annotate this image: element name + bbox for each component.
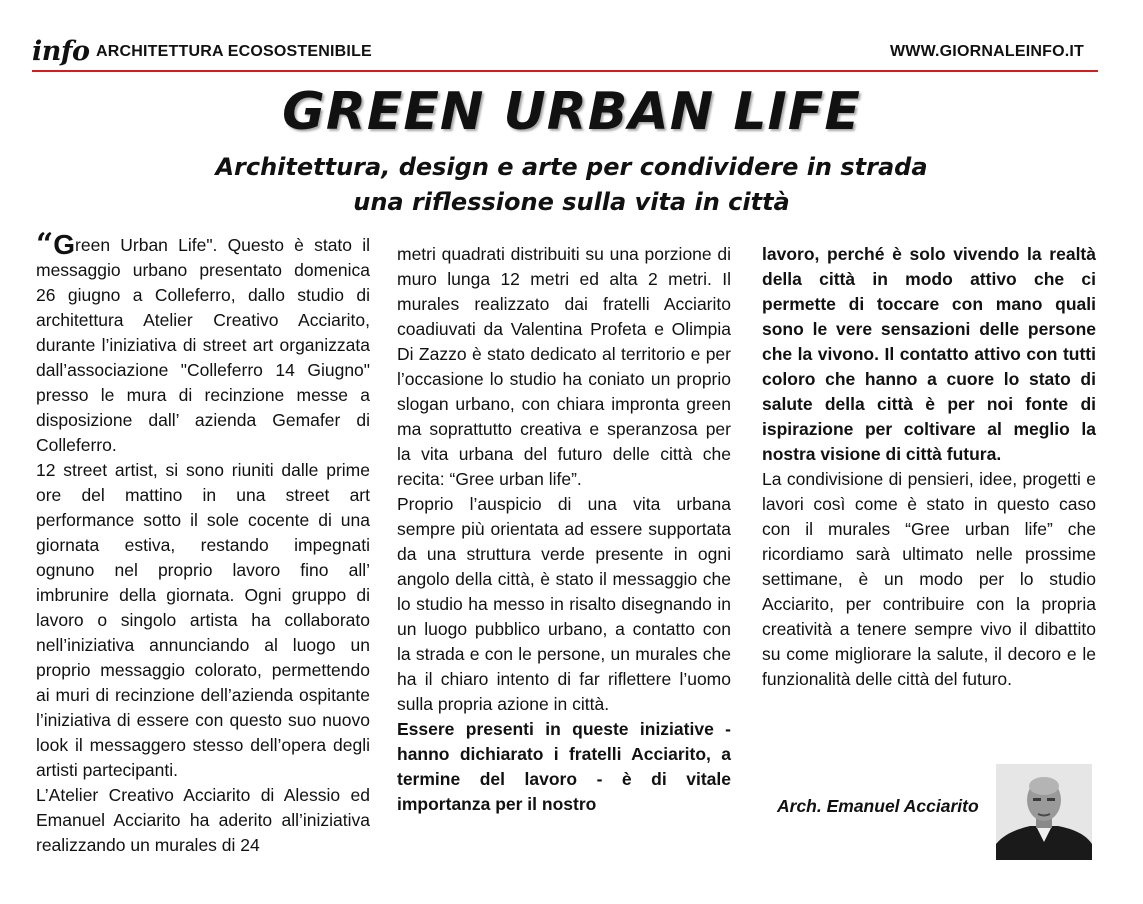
article-column-3 [762,242,1096,692]
drop-letter: G [53,229,76,260]
article-title: GREEN URBAN LIFE [282,82,861,142]
paragraph-2: 12 street artist, si sono riuniti dalle prime ore del mattino in una street art performance sotto il sole cocente di una giornata estiva, restando impegnati ognuno nel proprio lavoro fino all’ imbrunire della giornata. Ogni gruppo di lavoro o singolo artista ha collaborato nell’iniziativa annunciando al luogo un proprio messaggio colorato, permettendo ai muri di recinzione dell’azienda ospitante l’iniziativa di essere con questo suo nuovo look il messaggero stesso dell’opera degli artisti partecipanti. [36,460,370,780]
paragraph-5: La condivisione di pensieri, idee, progetti e lavori così come è stato in questo caso con il murales “Gree urban life” che ricordiamo sarà ultimato nelle prossime settimane, è un modo per lo studio Acciarito, per contribuire con la propria creatività a tenere sempre vivo il dibattito su come migliorare la salute, il decoro e le funzionalità delle città del futuro. [762,469,1096,689]
section-label: ARCHITETTURA ECOSOSTENIBILE [96,43,372,60]
drop-quote: “ [36,227,54,262]
brand-logo: info [32,36,90,67]
paragraph-1-text: reen Urban Life". Questo è stato il messaggio urbano presentato domenica 26 giugno a Colleferro, dallo studio di architettura Atelier Creativo Acciarito, durante l’iniziativa di street art organizzata dall’associazione "Colleferro 14 Giugno" presso le mura di recinzione messe a disposizione dall’ azienda Gemafer di Colleferro. [36,235,370,455]
article-column-2 [397,242,731,817]
paragraph-1 [36,227,370,458]
site-url: WWW.GIORNALEINFO.IT [890,43,1084,60]
paragraph-4: Proprio l’auspicio di una vita urbana sempre più orientata ad essere supportata da una struttura verde presente in ogni angolo della città, è stato il messaggio che lo studio ha messo in risalto disegnando in un luogo pubblico urbano, a contatto con la strada e con le persone, un murales che ha il chiaro intento di far riflettere l’uomo sulla propria azione in città. [397,494,731,714]
quote-end: lavoro, perché è solo vivendo la realtà della città in modo attivo che ci permette di toccare con mano quali sono le vere sensazioni delle persone che la vivono. Il contatto attivo con tutti coloro che hanno a cuore lo stato di salute della città è per noi fonte di ispirazione per coltivare al meglio la nostra visione di città futura. [762,244,1096,464]
subtitle-line-1: Architettura, design e arte per condividere in strada [215,153,928,181]
article-column-1 [36,227,370,858]
author-photo [996,764,1092,860]
paragraph-3-start: L’Atelier Creativo Acciarito di Alessio ed Emanuel Acciarito ha aderito all’iniziativa realizzando un murales di 24 [36,785,370,855]
paragraph-3-end: metri quadrati distribuiti su una porzione di muro lunga 12 metri ed alta 2 metri. Il murales realizzato dai fratelli Acciarito coadiuvati da Valentina Profeta e Olimpia Di Zazzo è stato dedicato al territorio e per l’occasione lo studio ha coniato un proprio slogan urbano, con chiara impronta green ma soprattutto creativa e speranzosa per la vita urbana del futuro delle città che recita: “Gree urban life”. [397,244,731,489]
article-subtitle [0,150,1143,220]
author-signature: Arch. Emanuel Acciarito [777,796,979,816]
quote-start: Essere presenti in queste iniziative - hanno dichiarato i fratelli Acciarito, a termine del lavoro - è di vitale importanza per il nostro [397,719,731,814]
subtitle-line-2: una riflessione sulla vita in città [353,188,790,216]
page-header [32,34,1098,72]
author-portrait-graphic [996,764,1092,860]
